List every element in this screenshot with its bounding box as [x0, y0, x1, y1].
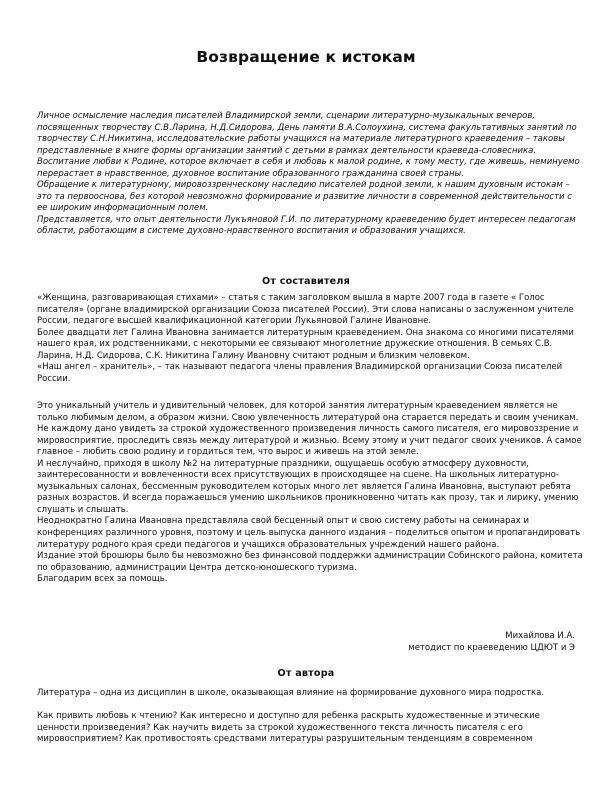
page-title: Возвращение к истокам: [196, 48, 416, 66]
signature-role: методист по краеведению ЦДЮТ и Э: [408, 642, 575, 653]
signature: [275, 631, 575, 654]
signature-name: Михайлова И.А.: [505, 631, 575, 641]
compiler-paragraph: Неоднократно Галина Ивановна представляла свой бесценный опыт и свою систему работы на семинарах и конференциях различного уровня, поэтому и цель выпуска данного издания – поделиться опытом и пропагандировать литературу родного края среди педагогов и учащихся образовательных учреждений нашего района.: [37, 516, 581, 550]
author-section-1: [37, 688, 585, 700]
compiler-paragraph: «Наш ангел – хранитель», – так называют педагога члены правления Владимирской организации Союза писателей России.: [37, 362, 563, 384]
annotation-paragraph: Обращение к литературному, мировоззренческому наследию писателей родной земли, к нашим духовным истокам – это та первооснова, без которой невозможно формирование и развитие личности в современной действительности с ее широким информационным полем.: [37, 180, 572, 214]
annotation-paragraph: Личное осмысление наследия писателей Владимирской земли, сценарии литературно-музыкальных вечеров, посвященных творчеству С.В.Ларина, Н.Д.Сидорова, День памяти В.А.Солоухина, система факультативных занятий по творчеству С.Н.Никитина, исследовательские работы учащихся на материале литературного краеведения – таковы представленные в книге формы организации занятий с детьми в рамках деятельности краеведа-словесника.: [37, 111, 577, 156]
compiler-paragraph: Это уникальный учитель и удивительный человек, для которой занятия литературным краеведением является не только любимым делом, а образом жизни. Свою увлеченность литературой она старается передать и своим ученикам.: [37, 401, 579, 423]
annotation: [37, 111, 585, 238]
author-paragraph: Литература – одна из дисциплин в школе, оказывающая влияние на формирование духовного мира подростка.: [37, 688, 545, 698]
compiler-heading: От составителя: [262, 276, 350, 287]
compiler-paragraph: Более двадцати лет Галина Ивановна занимается литературным краеведением. Она знакома со многими писателями нашего края, их родственниками, с некоторыми ее связывают многолетние дружеские отношения. В семьях С.В. Ларина, Н.Д. Сидорова, С.К. Никитина Галину Ивановну считают родным и близким человеком.: [37, 327, 574, 361]
compiler-section-1: [37, 293, 585, 385]
compiler-paragraph: Не каждому дано увидеть за строкой художественного произведения личность самого писателя, его мировоззрение и мировосприятие, проследить связь между литературой и жизнью. Всему этому и учит педагог своих учеников. А самое главное – любить свою родину и гордиться тем, что вырос и живешь на этой земле.: [37, 424, 582, 458]
compiler-paragraph: «Женщина, разговаривающая стихами» – статья с таким заголовком вышла в марте 2007 года в газете « Голос писателя» (органе владимирской организации Союза писателей России). Эти слова написаны о заслуженном учителе России, педагоге высшей квалификационной категории Лукьяновой Галине Ивановне.: [37, 293, 574, 327]
compiler-section-2: [37, 401, 585, 586]
annotation-paragraph: Воспитание любви к Родине, которое включает в себя и любовь к малой родине, к тому месту, где живешь, неминуемо перерастает в нравственное, духовное воспитание образованного гражданина своей страны.: [37, 157, 580, 179]
compiler-paragraph: Благодарим всех за помощь.: [37, 574, 168, 585]
author-section-2: [37, 711, 585, 746]
compiler-paragraph: Издание этой брошюры было бы невозможно без финансовой поддержки администрации Собинского района, комитета по образованию, администрации Центра детско-юношеского туризма.: [37, 551, 583, 573]
annotation-paragraph: Представляется, что опыт деятельности Лукъяновой Г.И. по литературному краеведению будет интересен педагогам области, работающим в системе духовно-нравственного воспитания и образования учащихся.: [37, 214, 576, 237]
author-heading: От автора: [277, 668, 335, 679]
author-paragraph: Как привить любовь к чтению? Как интересно и доступно для ребенка раскрыть художественные и этические ценности произведения? Как научить видеть за строкой художественного текста личность писателя с его мировосприятием? Как противостоять средствами литературы разрушительным тенденциям в современном: [37, 711, 540, 745]
compiler-paragraph: И неслучайно, приходя в школу №2 на литературные праздники, ощущаешь особую атмосферу духовности, заинтересованности и вовлеченности всех присутствующих в происходящее на сцене. На школьных литературно-музыкальных салонах, бессменным руководителем которых много лет является Галина Ивановна, выступают ребята разных возрастов. И всегда поражаешься умению школьников проникновенно читать как прозу, так и лирику, умению слушать и слышать.: [37, 458, 579, 515]
